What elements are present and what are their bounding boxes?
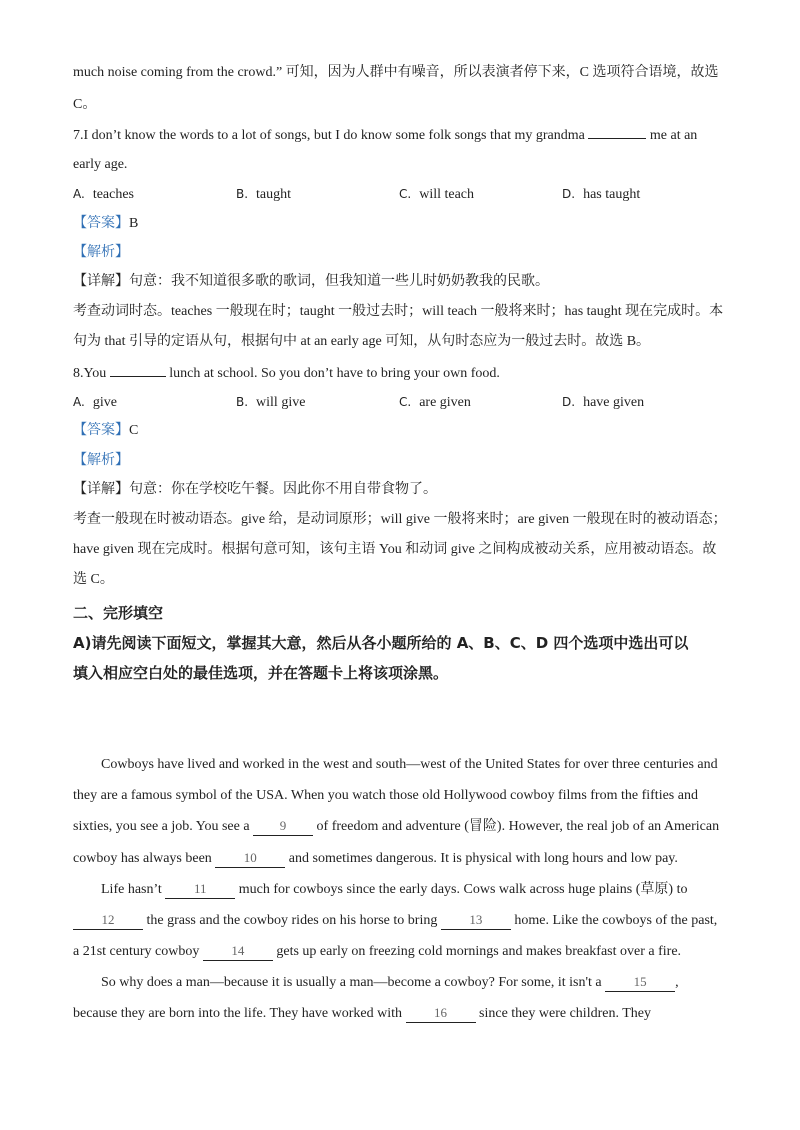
option-text: will give bbox=[256, 395, 306, 410]
blank-number: 14 bbox=[231, 943, 245, 958]
option-letter: A. bbox=[73, 187, 85, 201]
q8-option-a bbox=[73, 392, 117, 413]
q7-stem bbox=[73, 124, 697, 146]
text-segment: gets up early on freezing cold mornings and makes breakfast over a fire. bbox=[276, 944, 682, 959]
blank-16 bbox=[406, 1005, 476, 1023]
text-segment: and sometimes dangerous. It is physical with long hours and low pay. bbox=[288, 851, 678, 866]
text-segment: , bbox=[675, 975, 679, 990]
q7-stem-part-b: me at an bbox=[649, 128, 698, 143]
text-segment: a 21st century cowboy bbox=[73, 944, 200, 959]
passage-p2-line-3 bbox=[73, 942, 681, 962]
passage-p1-line-2: they are a famous symbol of the USA. When you watch those old Hollywood cowboy films from the fifties and bbox=[73, 788, 698, 803]
detail-text: 句意：你在学校吃午餐。因此你不用自带食物了。 bbox=[129, 482, 437, 497]
detail-label: 【详解】 bbox=[73, 482, 129, 497]
text-segment: of freedom and adventure (冒险). However, the real job of an American bbox=[316, 819, 720, 834]
blank-9 bbox=[253, 818, 313, 836]
passage-p1-line-3 bbox=[73, 817, 719, 837]
section-title: 二、完形填空 bbox=[73, 604, 164, 622]
q7-detail bbox=[73, 272, 549, 292]
q8-stem bbox=[73, 362, 500, 384]
option-text: give bbox=[92, 395, 117, 410]
section-instruction-line-2: 填入相应空白处的最佳选项，并在答题卡上将该项涂黑。 bbox=[73, 664, 449, 682]
q8-explain-line-2: have given 现在完成时。根据句意可知，该句主语 You 和动词 give 之间构成被动关系，应用被动语态。故 bbox=[73, 542, 717, 557]
answer-value: B bbox=[129, 216, 139, 231]
option-letter: B. bbox=[236, 187, 249, 201]
blank-number: 13 bbox=[469, 912, 483, 927]
blank-number: 10 bbox=[243, 850, 257, 865]
option-letter: C. bbox=[399, 187, 412, 201]
q8-analysis-label: 【解析】 bbox=[73, 453, 129, 468]
option-text: teaches bbox=[92, 187, 135, 202]
blank-number: 12 bbox=[101, 912, 115, 927]
q8-answer bbox=[73, 421, 138, 441]
q8-stem-part-b: lunch at school. So you don’t have to bring your own food. bbox=[169, 366, 500, 381]
q7-option-a bbox=[73, 184, 134, 205]
passage-p3-line-1 bbox=[101, 973, 679, 993]
q7-answer bbox=[73, 214, 138, 234]
answer-label: 【答案】 bbox=[73, 423, 129, 438]
q8-option-d bbox=[562, 392, 644, 413]
text-segment: cowboy has always been bbox=[73, 851, 212, 866]
q7-stem-part-a: 7.I don’t know the words to a lot of songs, but I do know some folk songs that my grandma bbox=[73, 128, 585, 143]
option-letter: D. bbox=[562, 395, 576, 409]
text-segment: since they were children. They bbox=[479, 1006, 651, 1021]
q7-analysis-label: 【解析】 bbox=[73, 245, 129, 260]
q7-option-d bbox=[562, 184, 640, 205]
q8-explain-line-1: 考查一般现在时被动语态。give 给，是动词原形；will give 一般将来时；are given 一般现在时的被动语态； bbox=[73, 512, 727, 527]
option-text: will teach bbox=[419, 187, 475, 202]
passage-p2-line-1 bbox=[101, 880, 687, 900]
option-letter: C. bbox=[399, 395, 412, 409]
q7-stem-cont: early age. bbox=[73, 157, 128, 172]
text-segment: So why does a man—because it is usually a man—become a cowboy? For some, it isn't a bbox=[101, 975, 602, 990]
text-segment: because they are born into the life. They have worked with bbox=[73, 1006, 403, 1021]
blank-14 bbox=[203, 943, 273, 961]
blank-12 bbox=[73, 912, 143, 930]
prev-text-line-2: C。 bbox=[73, 97, 97, 112]
passage-p1-line-1: Cowboys have lived and worked in the west and south—west of the United States for over three centuries and bbox=[101, 757, 718, 772]
option-text: have given bbox=[583, 395, 645, 410]
passage-p2-line-2 bbox=[73, 911, 717, 931]
q7-explain-line-2: 句为 that 引导的定语从句，根据句中 at an early age 可知，从句时态应为一般过去时。故选 B。 bbox=[73, 334, 651, 349]
option-text: are given bbox=[419, 395, 471, 410]
detail-text: 句意：我不知道很多歌的歌词，但我知道一些儿时奶奶教我的民歌。 bbox=[129, 274, 549, 289]
q7-explain-line-1: 考查动词时态。teaches 一般现在时；taught 一般过去时；will teach 一般将来时；has taught 现在完成时。本 bbox=[73, 304, 724, 319]
detail-label: 【详解】 bbox=[73, 274, 129, 289]
q7-blank bbox=[588, 124, 646, 139]
blank-number: 11 bbox=[194, 881, 207, 896]
answer-label: 【答案】 bbox=[73, 216, 129, 231]
text-segment: home. Like the cowboys of the past, bbox=[514, 913, 718, 928]
blank-number: 15 bbox=[633, 974, 647, 989]
q8-option-b bbox=[236, 392, 305, 413]
text-segment: Life hasn’t bbox=[101, 882, 162, 897]
q8-stem-part-a: 8.You bbox=[73, 366, 107, 381]
q8-blank bbox=[110, 362, 166, 377]
blank-13 bbox=[441, 912, 511, 930]
text-segment: sixties, you see a job. You see a bbox=[73, 819, 250, 834]
q7-option-c bbox=[399, 184, 474, 205]
q8-option-c bbox=[399, 392, 471, 413]
option-letter: A. bbox=[73, 395, 85, 409]
blank-11 bbox=[165, 881, 235, 899]
text-segment: the grass and the cowboy rides on his horse to bring bbox=[146, 913, 438, 928]
section-instruction-line-1: A)请先阅读下面短文，掌握其大意，然后从各小题所给的 A、B、C、D 四个选项中选出可以 bbox=[73, 634, 689, 652]
answer-value: C bbox=[129, 423, 139, 438]
option-letter: D. bbox=[562, 187, 576, 201]
blank-number: 9 bbox=[279, 818, 287, 833]
text-segment: much for cowboys since the early days. Cows walk across huge plains (草原) to bbox=[238, 882, 688, 897]
option-text: has taught bbox=[583, 187, 641, 202]
blank-10 bbox=[215, 850, 285, 868]
passage-p1-line-4 bbox=[73, 849, 678, 869]
q7-option-b bbox=[236, 184, 291, 205]
blank-15 bbox=[605, 974, 675, 992]
q8-explain-line-3: 选 C。 bbox=[73, 572, 114, 587]
option-letter: B. bbox=[236, 395, 249, 409]
passage-p3-line-2 bbox=[73, 1004, 651, 1024]
q8-detail bbox=[73, 480, 437, 500]
option-text: taught bbox=[256, 187, 292, 202]
blank-number: 16 bbox=[434, 1005, 448, 1020]
prev-text-line-1: much noise coming from the crowd.” 可知，因为人群中有噪音，所以表演者停下来，C 选项符合语境，故选 bbox=[73, 65, 719, 80]
